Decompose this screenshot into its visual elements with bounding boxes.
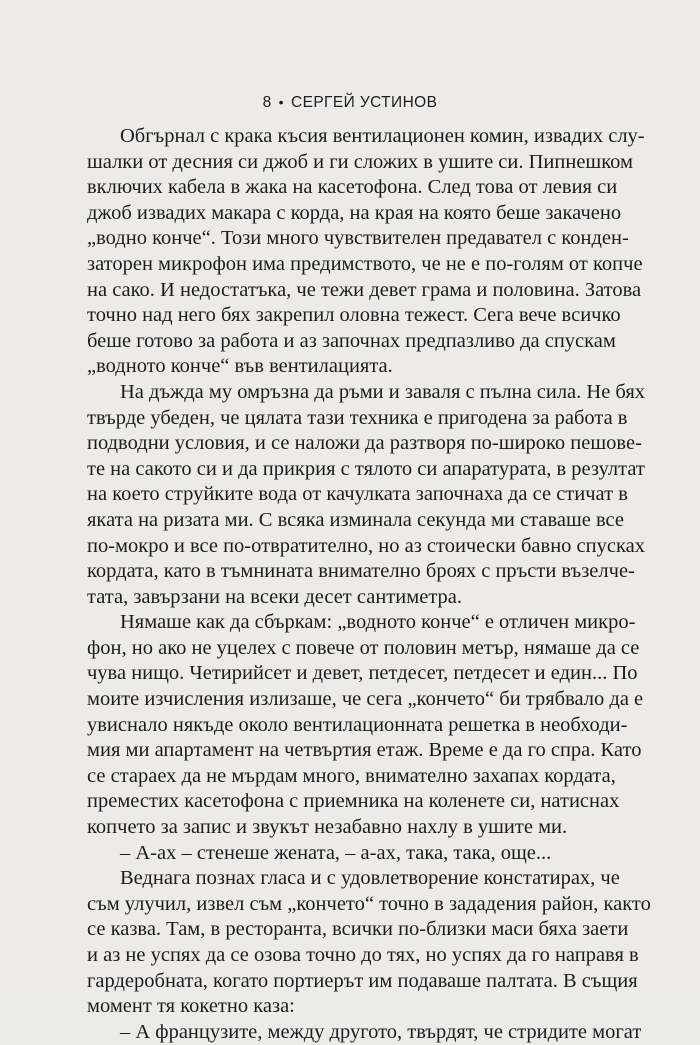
text-line: момент тя кокетно каза: bbox=[87, 995, 295, 1018]
text-line: те на сакото си и да прикрия с тялото си апаратурата, в резултат bbox=[87, 457, 645, 480]
text-line: яката на ризата ми. С всяка изминала секунда ми ставаше все bbox=[87, 508, 624, 531]
text-line: На дъжда му омръзна да ръми и заваля с пълна сила. Не бях bbox=[120, 380, 646, 403]
page-number: 8 bbox=[262, 94, 272, 111]
text-line: копчето за запис и звукът незабавно нахлу в ушите ми. bbox=[87, 816, 568, 839]
text-line: точно над него бях закрепил оловна тежест. Сега вече всичко bbox=[87, 304, 621, 327]
text-line: се казва. Там, в ресторанта, всички по-близки маси бяха заети bbox=[87, 918, 629, 941]
text-line: увиснало някъде около вентилационната решетка в необходи- bbox=[87, 713, 628, 736]
text-line: преместих касетофона с приемника на коленете си, натиснах bbox=[87, 790, 620, 813]
text-line: „водно конче“. Този много чувствителен предавател с конден- bbox=[87, 227, 629, 250]
text-line: заторен микрофон има предимството, че не е по-голям от копче bbox=[87, 252, 643, 275]
text-line: беше готово за работа и аз започнах предпазливо да спускам bbox=[87, 329, 616, 352]
body-text bbox=[87, 124, 651, 1045]
text-line: гардеробната, когато портиерът им подаваше палтата. В същия bbox=[87, 969, 638, 992]
text-line: моите изчисления излизаше, че сега „кончето“ би трябвало да е bbox=[87, 688, 644, 711]
text-line: Веднага познах гласа и с удовлетворение констатирах, че bbox=[120, 867, 620, 890]
text-line: мия ми апартамент на четвъртия етаж. Време е да го спра. Като bbox=[87, 739, 642, 762]
text-line: кордата, като в тъмнината внимателно броях с пръсти възелче- bbox=[87, 560, 635, 583]
text-line: включих кабела в жака на касетофона. След това от левия си bbox=[87, 176, 618, 199]
text-line: фон, но ако не уцелех с повече от половин метър, нямаше да се bbox=[87, 636, 640, 659]
text-line: съм улучил, извел съм „кончето“ точно в зададения район, както bbox=[87, 892, 651, 915]
text-line: чува нищо. Четирийсет и девет, петдесет, петдесет и един... По bbox=[87, 662, 638, 685]
text-line: – А французите, между другото, твърдят, че стридите могат bbox=[120, 1020, 642, 1043]
text-line: подводни условия, и се наложи да разтворя по-широко пешове- bbox=[87, 432, 642, 455]
text-line: на което струйките вода от качулката започнаха да се стичат в bbox=[87, 483, 628, 506]
text-line: „водното конче“ във вентилацията. bbox=[87, 355, 393, 378]
text-line: – А-ах – стенеше жената, – а-ах, така, така, още... bbox=[120, 841, 552, 864]
text-line: Обгърнал с крака късия вентилационен комин, извадих слу- bbox=[120, 125, 645, 147]
text-line: тата, завързани на всеки десет сантиметра. bbox=[87, 585, 462, 608]
text-line: и аз не успях да се озова точно до тях, но успях да го направя в bbox=[87, 944, 639, 966]
text-line: на сако. И недостатъка, че тежи девет грама и половина. Затова bbox=[87, 278, 642, 301]
text-line: шалки от десния си джоб и ги сложих в ушите си. Пипнешком bbox=[87, 150, 633, 173]
text-line: джоб извадих макара с корда, на края на която беше закачено bbox=[87, 201, 622, 224]
text-line: Нямаше как да сбъркам: „водното конче“ е отличен микро- bbox=[120, 611, 636, 634]
running-head-author: СЕРГЕЙ УСТИНОВ bbox=[290, 94, 438, 111]
separator-bullet: • bbox=[278, 94, 284, 110]
text-line: твърде убеден, че цялата тази техника е пригодена за работа в bbox=[87, 406, 628, 429]
running-head bbox=[0, 92, 700, 113]
text-line: по-мокро и все по-отвратително, но аз стоически бавно спусках bbox=[87, 534, 645, 557]
text-line: се стараех да не мърдам много, внимателно захапах кордата, bbox=[87, 764, 616, 787]
